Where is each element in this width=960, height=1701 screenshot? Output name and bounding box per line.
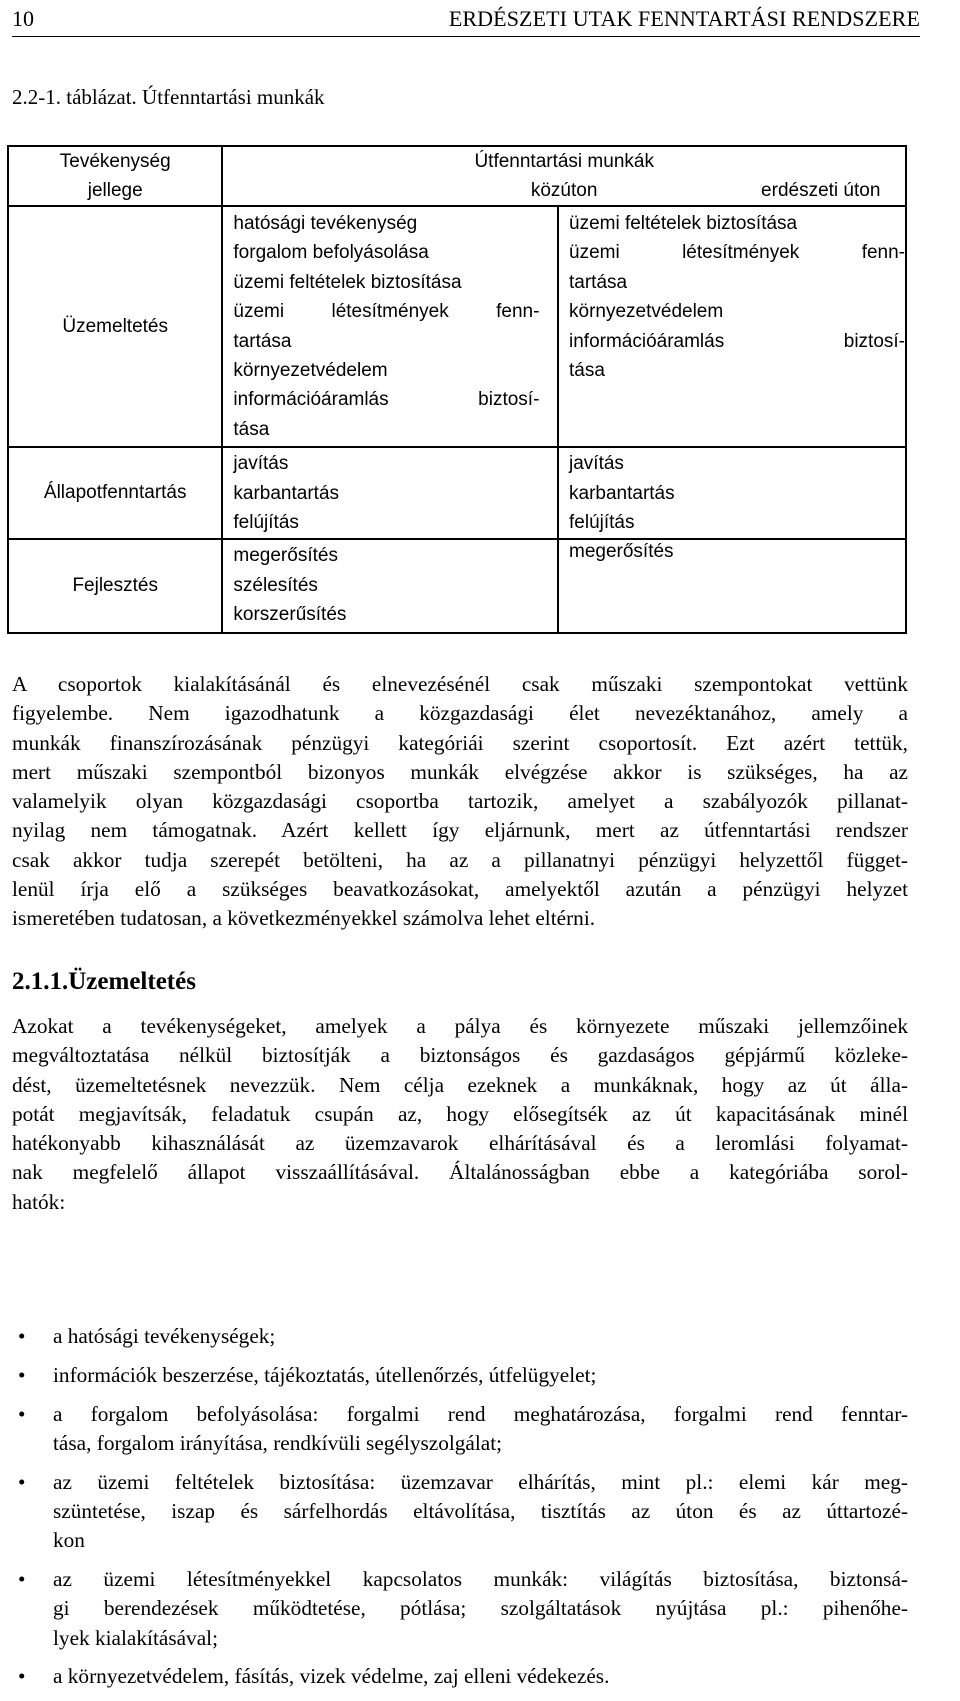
maintenance-table (7, 145, 907, 634)
text-line: megváltoztatása nélkül biztosítják a biztonságos és gazdaságos gépjármű közleke- (12, 1043, 908, 1068)
paragraph-groups-note (12, 670, 908, 934)
text-line: az üzemi feltételek biztosítása: üzemzavar elhárítás, mint pl.: elemi kár meg- (53, 1469, 908, 1494)
text-line: az üzemi létesítményekkel kapcsolatos munkák: világítás biztosítása, biztonsá- (53, 1567, 908, 1592)
col-header-maintenance-works: Útfenntartási munkák (474, 151, 654, 172)
running-header (12, 2, 920, 37)
bullet-icon: • (18, 1324, 26, 1348)
list-item (12, 1361, 908, 1390)
text-line: mert műszaki szempontból bizonyos munkák elvégzése akkor is szükséges, ha az (12, 759, 908, 784)
cell-road-condition (222, 447, 558, 539)
bullet-icon: • (18, 1664, 26, 1689)
text-line: információk beszerzése, tájékoztatás, útellenőrzés, útfelügyelet; (53, 1362, 597, 1387)
text-line: figyelembe. Nem igazodhatunk a közgazdasági élet nevezéktanához, amely a (12, 701, 908, 726)
subheader-forest-road: erdészeti úton (761, 180, 881, 201)
cell-line: tartása (569, 271, 628, 293)
cell-line: tása (233, 418, 270, 440)
text-line: tása, forgalom irányítása, rendkívüli segélyszolgálat; (53, 1430, 503, 1455)
text-line: nyilag nem támogatnak. Azért kellett így eljárnunk, mert az útfenntartási rendszer (12, 818, 908, 843)
text-line: munkák finanszírozásának pénzügyi kategóriái szerint csoportosít. Ezt azért tettük, (12, 730, 908, 755)
cell-line: karbantartás (569, 482, 675, 504)
text-line: a hatósági tevékenységek; (53, 1324, 276, 1348)
cell-forest-condition (558, 447, 906, 563)
bullet-icon: • (18, 1401, 26, 1426)
cell-line: hatósági tevékenység (233, 213, 418, 234)
text-line: szüntetése, iszap és sárfelhordás eltávolítása, tisztítás az úton és az úttartozé- (53, 1498, 908, 1523)
table-row (8, 539, 906, 632)
bullet-icon: • (18, 1362, 26, 1387)
cell-road-development (222, 539, 558, 632)
bullet-icon: • (18, 1567, 26, 1592)
table-caption: 2.2-1. táblázat. Útfenntartási munkák (12, 85, 325, 109)
cell-line: karbantartás (233, 482, 340, 504)
cell-line: felújítás (569, 512, 635, 534)
text-line: nak megfelelő állapot visszaállításával. Általánosságban ebbe a kategóriába sorol- (12, 1160, 908, 1185)
list-item (12, 1322, 908, 1351)
text-line: hatók: (12, 1189, 66, 1214)
table-row (8, 447, 906, 539)
row-label-condition: Állapotfenntartás (8, 447, 222, 539)
text-line: valamelyik olyan közgazdasági csoportba tartozik, amelyet a szabályozók pillanat- (12, 789, 908, 814)
text-line: hatékonyabb kihasználását az üzemzavarok elhárításával és a leromlási folyamat- (12, 1131, 908, 1156)
section-heading: 2.1.1.Üzemeltetés (12, 968, 196, 995)
row-label-operation: Üzemeltetés (8, 206, 222, 447)
operation-activities-list (12, 1322, 908, 1701)
list-item (12, 1468, 908, 1556)
cell-line: információáramlás biztosí- (233, 389, 540, 411)
list-item (12, 1662, 908, 1691)
paragraph-operation-definition (12, 1012, 908, 1217)
cell-line: forgalom befolyásolása (233, 242, 429, 264)
cell-line: tartása (233, 330, 292, 352)
cell-line: felújítás (233, 512, 299, 534)
list-item (12, 1565, 908, 1653)
text-line: a forgalom befolyásolása: forgalmi rend meghatározása, forgalmi rend fenntar- (53, 1401, 908, 1426)
running-title: ERDÉSZETI UTAK FENNTARTÁSI RENDSZERE (448, 6, 920, 31)
cell-line: üzemi létesítmények fenn- (569, 242, 905, 264)
text-line: dést, üzemeltetésnek nevezzük. Nem célja ezeknek a munkáknak, hogy az út álla- (12, 1072, 908, 1097)
cell-line: tása (569, 360, 605, 382)
cell-line: javítás (569, 453, 624, 475)
text-line: A csoportok kialakításánál és elnevezésénél csak műszaki szempontokat vettünk (12, 672, 908, 696)
subheader-row (222, 176, 906, 206)
cell-line: szélesítés (233, 574, 318, 596)
list-item (12, 1400, 908, 1459)
text-line: potát megjavítsák, feladatuk csupán az, hogy elősegítsék az út kapacitásának minél (12, 1101, 908, 1126)
cell-line: üzemi feltételek biztosítása (569, 213, 798, 234)
cell-line: üzemi létesítmények fenn- (233, 301, 540, 323)
cell-line: megerősítés (569, 541, 674, 563)
subheader-public-road: közúton (530, 180, 598, 201)
page-number: 10 (12, 6, 34, 31)
text-line: kon (53, 1528, 85, 1553)
cell-line: környezetvédelem (233, 360, 388, 382)
cell-forest-operation (558, 206, 906, 447)
text-line: ismeretében tudatosan, a következményekkel számolva lehet eltérni. (12, 906, 596, 931)
text-line: gi berendezések működtetése, pótlása; szolgáltatások nyújtása pl.: pihenőhe- (53, 1596, 908, 1621)
cell-road-operation (222, 206, 558, 447)
text-line: a környezetvédelem, fásítás, vizek védelme, zaj elleni védekezés. (53, 1664, 610, 1689)
cell-line: üzemi feltételek biztosítása (233, 271, 462, 293)
col-header-activity-1: Tevékenység (8, 146, 222, 176)
cell-line: korszerűsítés (233, 604, 347, 626)
bullet-icon: • (18, 1469, 26, 1494)
cell-line: megerősítés (233, 545, 338, 567)
text-line: csak akkor tudja szerepét betölteni, ha az a pillanatnyi pénzügyi helyzettől függet- (12, 847, 908, 872)
cell-line: információáramlás biztosí- (569, 330, 905, 352)
text-line: Azokat a tevékenységeket, amelyek a pálya és környezete műszaki jellemzőinek (12, 1014, 908, 1038)
table-row (8, 206, 906, 447)
row-label-development: Fejlesztés (8, 539, 222, 632)
text-line: lyek kialakításával; (53, 1625, 218, 1650)
cell-line: javítás (233, 453, 289, 475)
col-header-activity-2: jellege (8, 176, 222, 206)
text-line: lenül írja elő a szükséges beavatkozásokat, amelyektől azután a pénzügyi helyzet (12, 877, 908, 902)
cell-line: környezetvédelem (569, 301, 724, 323)
